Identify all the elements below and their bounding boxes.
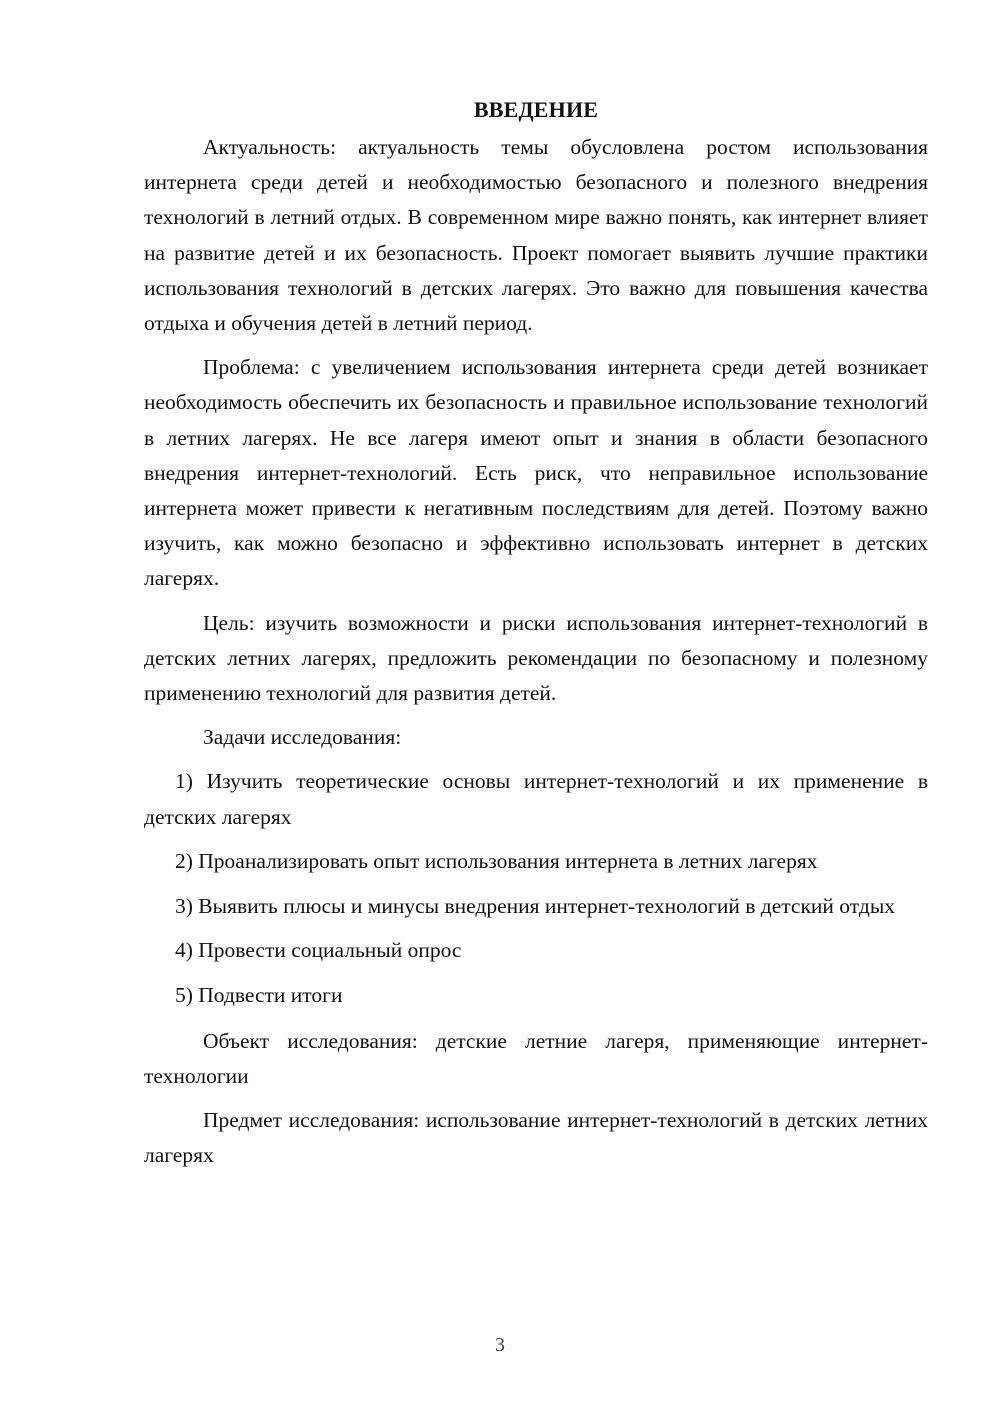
object-paragraph: Объект исследования: детские летние лагеря, применяющие интернет-технологии xyxy=(144,1028,928,1088)
goal-paragraph: Цель: изучить возможности и риски использования интернет-технологий в детских летних лагерях, предложить рекомендации по безопасному и полезному применению технологий для развития детей. xyxy=(144,610,928,706)
task-item-2: 2) Проанализировать опыт использования интернета в летних лагерях xyxy=(175,848,818,873)
task-item-5: 5) Подвести итоги xyxy=(175,983,343,1008)
page-number: 3 xyxy=(495,1334,505,1356)
page-title: ВВЕДЕНИЕ xyxy=(473,97,599,122)
page-content xyxy=(144,94,928,1182)
tasks-heading: Задачи исследования: xyxy=(203,725,402,750)
problem-paragraph: Проблема: с увеличением использования интернета среди детей возникает необходимость обеспечить их безопасность и правильное использование технологий в летних лагерях. Не все лагеря имеют опыт и знания в области безопасного внедрения интернет-технологий. Есть риск, что неправильное использование интернета может привести к негативным последствиям для детей. Поэтому важно изучить, как можно безопасно и эффективно использовать интернет в детских лагерях. xyxy=(144,355,928,591)
subject-paragraph: Предмет исследования: использование интернет-технологий в детских летних лагерях xyxy=(144,1108,928,1168)
task-item-1: 1) Изучить теоретические основы интернет-технологий и их применение в детских лагерях xyxy=(144,769,928,829)
task-item-4: 4) Провести социальный опрос xyxy=(175,938,462,963)
relevance-paragraph: Актуальность: актуальность темы обусловлена ростом использования интернета среди детей и необходимостью безопасного и полезного внедрения технологий в летний отдых. В современном мире важно понять, как интернет влияет на развитие детей и их безопасность. Проект помогает выявить лучшие практики использования технологий в детских лагерях. Это важно для повышения качества отдыха и обучения детей в летний период. xyxy=(144,135,928,336)
task-item-3: 3) Выявить плюсы и минусы внедрения интернет-технологий в детский отдых xyxy=(175,894,896,919)
